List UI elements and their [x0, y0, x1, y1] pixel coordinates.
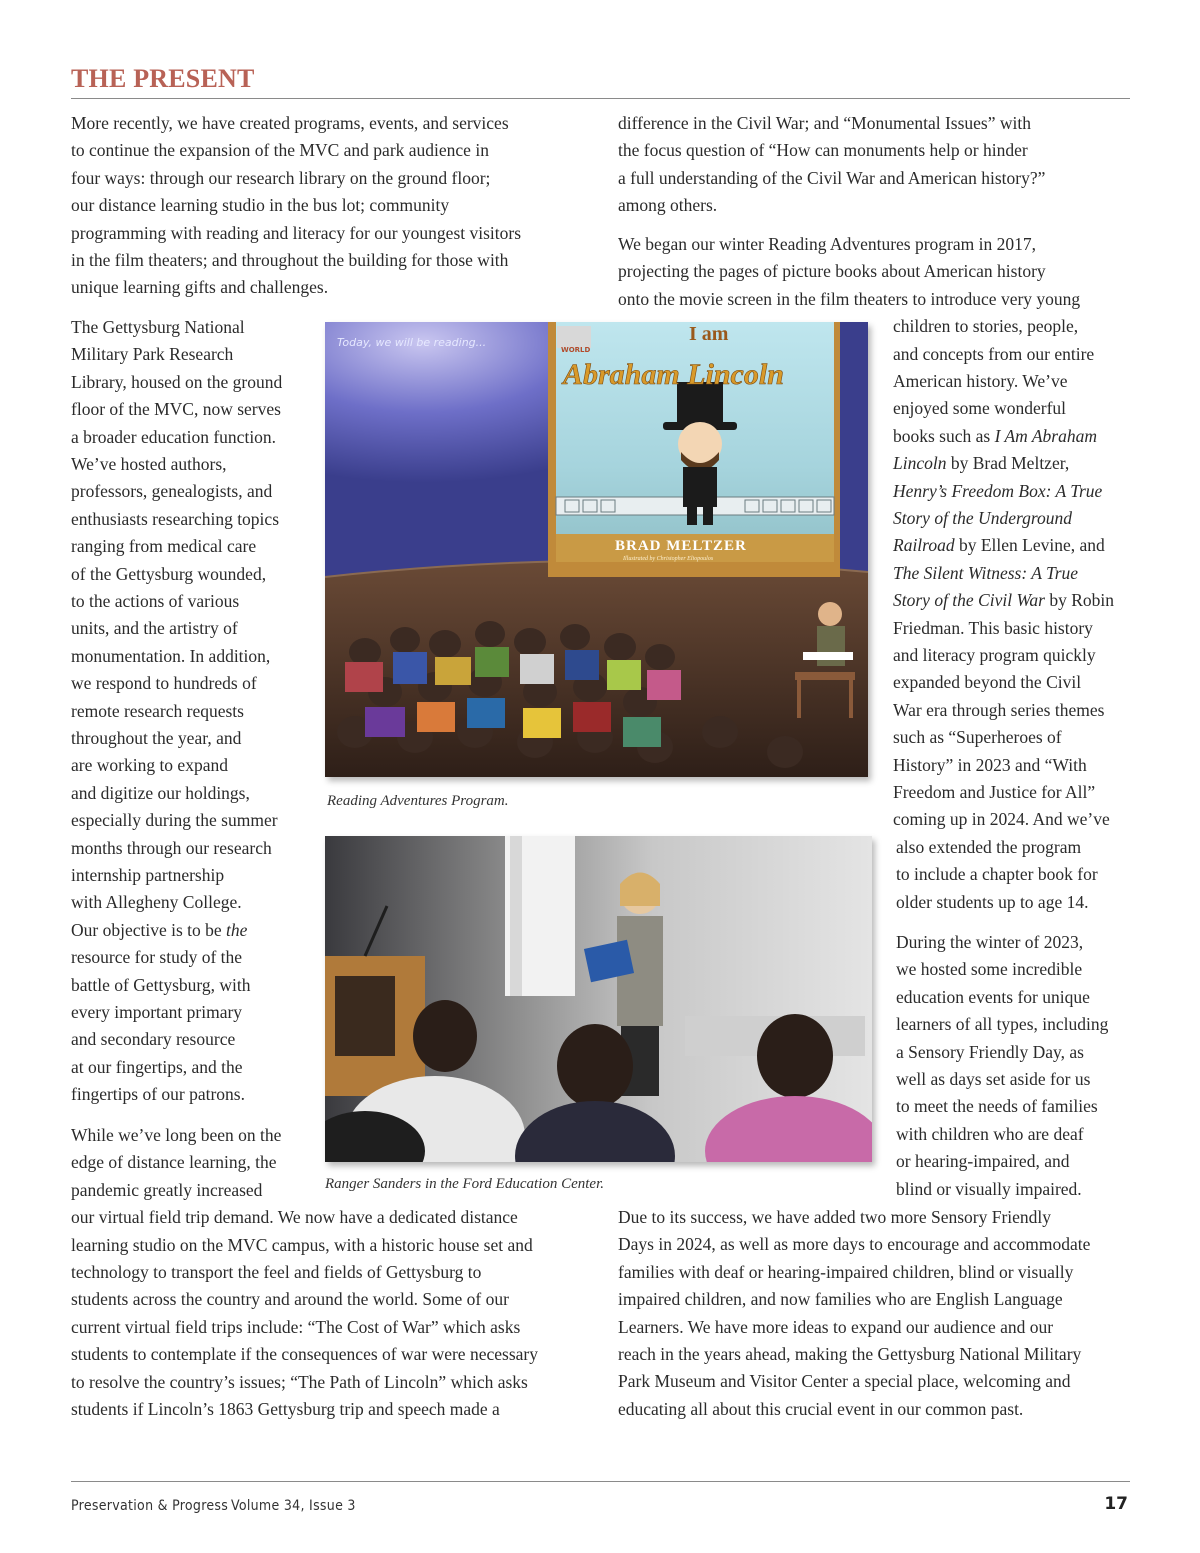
reading-adventures-line: coming up in 2024. And we’ve [893, 809, 1110, 830]
screen-caption-text: Today, we will be reading... [337, 336, 487, 349]
library-paragraph-line: Library, housed on the ground [71, 371, 283, 392]
library-paragraph-line: every important primary [71, 1002, 243, 1022]
bottom-divider [71, 1481, 1130, 1482]
right-top-line: difference in the Civil War; and “Monumental Issues” with [618, 113, 1031, 133]
library-paragraph-line: enthusiasts researching topics [71, 508, 280, 529]
reading-adventures-line: children to stories, people, [893, 316, 1079, 337]
reading-adventures-line [893, 452, 1069, 474]
distance-learning-line: current virtual field trips include: “The Cost of War” which asks [71, 1316, 521, 1337]
sensory-friendly-line: we hosted some incredible [896, 959, 1083, 980]
reading-adventures-line [893, 425, 1097, 447]
reading-adventures-line: onto the movie screen in the film theaters to introduce very young [618, 288, 1081, 309]
library-paragraph-line: especially during the summer [71, 810, 278, 831]
sensory-friendly-line: blind or visually impaired. [896, 1178, 1082, 1199]
reading-adventures-line: expanded beyond the Civil [893, 672, 1082, 693]
book-title: Story of the Underground [893, 508, 1073, 528]
sensory-friendly-line: education events for unique [896, 986, 1090, 1007]
text-span: by Ellen Levine, and [954, 535, 1105, 556]
reading-adventures-line: American history. We’ve [893, 371, 1068, 391]
library-paragraph-line: remote research requests [71, 700, 244, 721]
library-paragraph-line: at our fingertips, and the [71, 1056, 243, 1077]
sensory-friendly-line: families with deaf or hearing-impaired children, blind or visually [618, 1261, 1074, 1282]
library-paragraph-line: battle of Gettysburg, with [71, 974, 251, 995]
library-paragraph-line: units, and the artistry of [71, 618, 238, 639]
book-title-line2: Abraham Lincoln [563, 358, 784, 391]
reading-adventures-line: and literacy program quickly [893, 645, 1096, 665]
reading-adventures-line: We began our winter Reading Adventures program in 2017, [618, 234, 1037, 254]
reading-adventures-line: War era through series themes [893, 699, 1105, 720]
reading-adventures-line: such as “Superheroes of [893, 727, 1062, 748]
text-span: books such as [893, 425, 995, 446]
library-paragraph-line: of the Gettysburg wounded, [71, 563, 267, 584]
sensory-friendly-line: Due to its success, we have added two more Sensory Friendly [618, 1207, 1052, 1227]
library-paragraph-line [71, 919, 247, 941]
reading-adventures-line: older students up to age 14. [896, 891, 1089, 912]
library-paragraph-line: are working to expand [71, 755, 228, 776]
reading-adventures-line [893, 480, 1102, 502]
library-paragraph-line: resource for study of the [71, 947, 243, 968]
footer-volume: Volume 34, Issue 3 [231, 1498, 356, 1514]
left-intro-line: in the film theaters; and throughout the building for those with [71, 250, 509, 270]
book-title: Henry’s Freedom Box: A True [893, 480, 1103, 501]
reading-adventures-line [893, 562, 1078, 584]
book-title: Story of the Civil War [893, 590, 1045, 611]
library-paragraph-line: floor of the MVC, now serves [71, 399, 281, 420]
reading-adventures-line: Friedman. This basic history [893, 617, 1093, 638]
sensory-friendly-line: well as days set aside for us [896, 1069, 1091, 1089]
reading-adventures-line [893, 589, 1114, 611]
sensory-friendly-line: a Sensory Friendly Day, as [896, 1041, 1084, 1062]
sensory-friendly-line: or hearing-impaired, and [896, 1151, 1070, 1172]
library-paragraph-line: months through our research [71, 837, 272, 858]
library-paragraph-line: internship partnership [71, 865, 225, 885]
reading-adventures-line [893, 507, 1072, 529]
reading-adventures-line [893, 534, 1105, 556]
distance-learning-line: to resolve the country’s issues; “The Path of Lincoln” which asks [71, 1371, 528, 1392]
library-paragraph-line: throughout the year, and [71, 728, 242, 748]
sensory-friendly-line: educating all about this crucial event in our common past. [618, 1398, 1024, 1419]
photo1-caption: Reading Adventures Program. [327, 793, 509, 809]
footer-publication: Preservation & Progress [71, 1498, 229, 1514]
reading-adventures-line: History” in 2023 and “With [893, 754, 1087, 775]
sensory-friendly-line: impaired children, and now families who are English Language [618, 1289, 1063, 1310]
book-title: the [226, 919, 248, 940]
text-span: by Robin [1045, 590, 1115, 611]
book-illustrator-text: Illustrated by Christopher Eliopoulos [623, 556, 714, 562]
section-title: THE PRESENT [71, 64, 255, 93]
right-top-line: the focus question of “How can monuments help or hinder [618, 140, 1028, 161]
sensory-friendly-line: to meet the needs of families [896, 1096, 1098, 1117]
library-paragraph-line: professors, genealogists, and [71, 481, 273, 502]
distance-learning-line: our virtual field trip demand. We now have a dedicated distance [71, 1207, 518, 1228]
sensory-friendly-line: During the winter of 2023, [896, 932, 1084, 952]
reading-adventures-photo [325, 322, 868, 777]
reading-adventures-line: Freedom and Justice for All” [893, 782, 1096, 802]
library-paragraph-line: We’ve hosted authors, [71, 454, 227, 474]
left-intro-line: unique learning gifts and challenges. [71, 277, 329, 298]
right-top-line: among others. [618, 195, 718, 216]
library-paragraph-line: Military Park Research [71, 344, 234, 365]
book-title: The Silent Witness: A True [893, 562, 1079, 583]
book-title: Railroad [893, 535, 955, 556]
left-intro-line: four ways: through our research library on the ground floor; [71, 167, 491, 188]
reading-adventures-line: also extended the program [896, 836, 1082, 857]
distance-learning-line: technology to transport the feel and fields of Gettysburg to [71, 1262, 482, 1282]
book-title-line1: I am [689, 323, 729, 345]
left-intro-line: our distance learning studio in the bus lot; community [71, 195, 450, 216]
library-paragraph-line: with Allegheny College. [71, 892, 242, 913]
distance-learning-line: learning studio on the MVC campus, with a historic house set and [71, 1234, 533, 1255]
text-span: Our objective is to be [71, 919, 227, 940]
sensory-friendly-line: Park Museum and Visitor Center a special place, welcoming and [618, 1371, 1071, 1392]
distance-learning-line: students across the country and around the world. Some of our [71, 1289, 509, 1310]
library-paragraph-line: fingertips of our patrons. [71, 1084, 245, 1105]
library-paragraph-line: and secondary resource [71, 1029, 236, 1050]
library-paragraph-line: to the actions of various [71, 591, 240, 611]
sensory-friendly-line: Learners. We have more ideas to expand our audience and our [618, 1316, 1054, 1337]
photo2-caption: Ranger Sanders in the Ford Education Center. [325, 1176, 604, 1192]
reading-adventures-line: enjoyed some wonderful [893, 398, 1067, 419]
page-number: 17 [1104, 1494, 1128, 1514]
right-top-line: a full understanding of the Civil War and American history?” [618, 167, 1046, 188]
top-divider [71, 98, 1130, 99]
left-intro-line: More recently, we have created programs, events, and services [71, 113, 509, 133]
distance-learning-line: students to contemplate if the consequences of war were necessary [71, 1344, 538, 1365]
distance-learning-line: While we’ve long been on the [71, 1125, 282, 1145]
reading-adventures-line: and concepts from our entire [893, 343, 1095, 364]
library-paragraph-line: and digitize our holdings, [71, 782, 250, 803]
distance-learning-line: edge of distance learning, the [71, 1152, 277, 1173]
text-span: by Brad Meltzer, [946, 453, 1070, 474]
ford-education-center-photo [325, 836, 872, 1162]
sensory-friendly-line: learners of all types, including [896, 1014, 1109, 1035]
sensory-friendly-line: reach in the years ahead, making the Gettysburg National Military [618, 1344, 1082, 1364]
library-paragraph-line: a broader education function. [71, 426, 277, 447]
left-intro-line: to continue the expansion of the MVC and park audience in [71, 140, 489, 161]
series-badge-text: WORLD [561, 346, 591, 354]
library-paragraph-line: we respond to hundreds of [71, 673, 257, 694]
library-paragraph-line: The Gettysburg National [71, 317, 245, 337]
book-author-text: BRAD MELTZER [615, 538, 747, 554]
reading-adventures-line: projecting the pages of picture books about American history [618, 261, 1046, 282]
distance-learning-line: students if Lincoln’s 1863 Gettysburg trip and speech made a [71, 1399, 500, 1419]
left-intro-line: programming with reading and literacy for our youngest visitors [71, 222, 522, 243]
book-title: Lincoln [893, 453, 947, 474]
book-title: I Am Abraham [994, 425, 1098, 446]
reading-adventures-line: to include a chapter book for [896, 864, 1098, 885]
distance-learning-line: pandemic greatly increased [71, 1179, 263, 1200]
library-paragraph-line: monumentation. In addition, [71, 645, 271, 666]
sensory-friendly-line: with children who are deaf [896, 1123, 1084, 1144]
sensory-friendly-line: Days in 2024, as well as more days to encourage and accommodate [618, 1234, 1091, 1255]
library-paragraph-line: ranging from medical care [71, 536, 257, 557]
